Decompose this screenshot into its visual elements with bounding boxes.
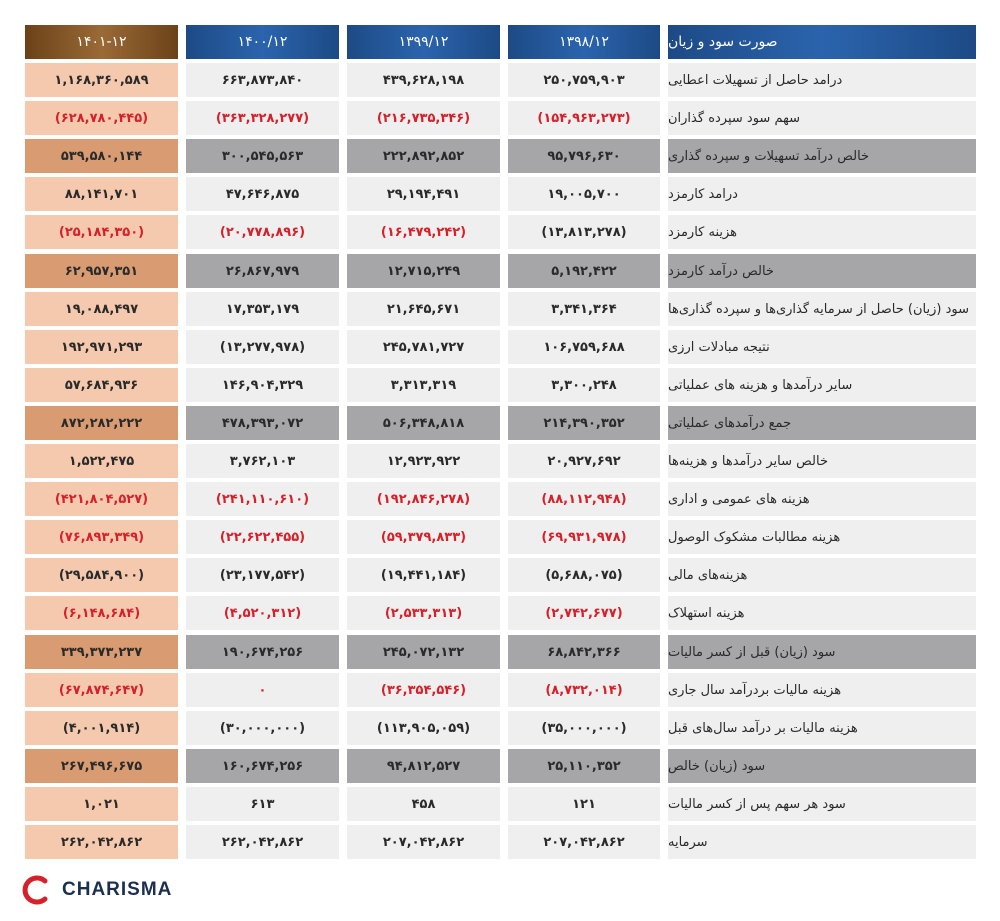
cell-1399: ۲۴۵,۰۷۲,۱۳۲ — [347, 635, 500, 669]
cell-1398: (۲,۷۴۲,۶۷۷) — [508, 596, 660, 630]
table-row — [0, 101, 1000, 135]
cell-1401: (۶۷,۸۷۴,۶۴۷) — [25, 673, 178, 707]
row-label: خالص سایر درآمدها و هزینه‌ها — [668, 444, 976, 478]
cell-1400: (۴,۵۲۰,۳۱۲) — [186, 596, 339, 630]
cell-1400: ۳۰۰,۵۴۵,۵۶۳ — [186, 139, 339, 173]
cell-1399: (۵۹,۳۷۹,۸۳۳) — [347, 520, 500, 554]
row-label: هزینه‌های مالی — [668, 558, 976, 592]
cell-1398: (۳۵,۰۰۰,۰۰۰) — [508, 711, 660, 745]
logo-text: CHARISMA — [62, 879, 173, 900]
cell-1400: ۱۶۰,۶۷۴,۲۵۶ — [186, 749, 339, 783]
cell-1401: (۴,۰۰۱,۹۱۴) — [25, 711, 178, 745]
table-row — [0, 292, 1000, 326]
table-row — [0, 139, 1000, 173]
table-row — [0, 558, 1000, 592]
cell-1398: (۸۸,۱۱۲,۹۴۸) — [508, 482, 660, 516]
table-row — [0, 825, 1000, 859]
cell-1400: (۲۰,۷۷۸,۸۹۶) — [186, 215, 339, 249]
cell-1401: ۱,۵۲۲,۴۷۵ — [25, 444, 178, 478]
cell-1401: ۱,۰۲۱ — [25, 787, 178, 821]
row-label: سود (زیان) قبل از کسر مالیات — [668, 635, 976, 669]
cell-1401: (۴۲۱,۸۰۴,۵۲۷) — [25, 482, 178, 516]
cell-1398: ۱۹,۰۰۵,۷۰۰ — [508, 177, 660, 211]
row-label: خالص درآمد تسهیلات و سپرده گذاری — [668, 139, 976, 173]
cell-1399: ۲۱,۶۴۵,۶۷۱ — [347, 292, 500, 326]
cell-1401: (۶۲۸,۷۸۰,۴۴۵) — [25, 101, 178, 135]
table-row — [0, 749, 1000, 783]
cell-1400: ۱۴۶,۹۰۴,۳۲۹ — [186, 368, 339, 402]
cell-1398: (۱۳,۸۱۳,۲۷۸) — [508, 215, 660, 249]
cell-1398: ۲۰۷,۰۴۲,۸۶۲ — [508, 825, 660, 859]
cell-1401: ۸۷۲,۲۸۲,۲۲۲ — [25, 406, 178, 440]
cell-1400: ۲۶۲,۰۴۲,۸۶۲ — [186, 825, 339, 859]
cell-1401: ۶۲,۹۵۷,۳۵۱ — [25, 254, 178, 288]
cell-1400: ۴۷,۶۴۶,۸۷۵ — [186, 177, 339, 211]
cell-1399: (۱۹,۴۴۱,۱۸۴) — [347, 558, 500, 592]
table-row — [0, 635, 1000, 669]
cell-1399: ۱۲,۷۱۵,۲۴۹ — [347, 254, 500, 288]
row-label: جمع درآمدهای عملیاتی — [668, 406, 976, 440]
table-row — [0, 787, 1000, 821]
cell-1401: ۵۷,۶۸۴,۹۳۶ — [25, 368, 178, 402]
table-row — [0, 444, 1000, 478]
cell-1400: ۱۹۰,۶۷۴,۲۵۶ — [186, 635, 339, 669]
cell-1399: ۵۰۶,۳۴۸,۸۱۸ — [347, 406, 500, 440]
cell-1398: (۶۹,۹۳۱,۹۷۸) — [508, 520, 660, 554]
row-label: نتیجه مبادلات ارزی — [668, 330, 976, 364]
row-label: هزینه استهلاک — [668, 596, 976, 630]
row-label: سود هر سهم پس از کسر مالیات — [668, 787, 976, 821]
row-label: خالص درآمد کارمزد — [668, 254, 976, 288]
cell-1399: (۲۱۶,۷۳۵,۳۴۶) — [347, 101, 500, 135]
cell-1398: ۳,۳۰۰,۲۴۸ — [508, 368, 660, 402]
cell-1399: (۱۶,۴۷۹,۲۴۲) — [347, 215, 500, 249]
cell-1400: (۲۴۱,۱۱۰,۶۱۰) — [186, 482, 339, 516]
header-col-1400: ۱۴۰۰/۱۲ — [186, 25, 339, 59]
cell-1398: ۳,۳۴۱,۳۶۴ — [508, 292, 660, 326]
table-header-row — [0, 25, 1000, 59]
cell-1399: ۲۰۷,۰۴۲,۸۶۲ — [347, 825, 500, 859]
table-row — [0, 254, 1000, 288]
cell-1400: ۶۱۳ — [186, 787, 339, 821]
cell-1398: ۲۰,۹۲۷,۶۹۲ — [508, 444, 660, 478]
cell-1399: ۴۳۹,۶۲۸,۱۹۸ — [347, 63, 500, 97]
cell-1398: ۲۵۰,۷۵۹,۹۰۳ — [508, 63, 660, 97]
charisma-logo-icon — [22, 875, 52, 905]
cell-1399: ۲۲۲,۸۹۲,۸۵۲ — [347, 139, 500, 173]
cell-1398: (۱۵۴,۹۶۳,۲۷۳) — [508, 101, 660, 135]
cell-1399: (۱۹۲,۸۴۶,۲۷۸) — [347, 482, 500, 516]
cell-1399: ۲۴۵,۷۸۱,۷۲۷ — [347, 330, 500, 364]
cell-1398: ۲۱۴,۳۹۰,۳۵۲ — [508, 406, 660, 440]
row-label: هزینه مطالبات مشکوک الوصول — [668, 520, 976, 554]
cell-1401: ۲۶۷,۴۹۶,۶۷۵ — [25, 749, 178, 783]
cell-1401: ۱۹۲,۹۷۱,۲۹۳ — [25, 330, 178, 364]
cell-1401: (۷۶,۸۹۳,۳۴۹) — [25, 520, 178, 554]
cell-1401: ۸۸,۱۴۱,۷۰۱ — [25, 177, 178, 211]
table-row — [0, 215, 1000, 249]
cell-1400: (۳۶۳,۳۲۸,۲۷۷) — [186, 101, 339, 135]
cell-1401: (۶,۱۴۸,۶۸۴) — [25, 596, 178, 630]
cell-1401: ۱,۱۶۸,۳۶۰,۵۸۹ — [25, 63, 178, 97]
cell-1401: ۲۶۲,۰۴۲,۸۶۲ — [25, 825, 178, 859]
row-label: سایر درآمدها و هزینه های عملیاتی — [668, 368, 976, 402]
table-row — [0, 673, 1000, 707]
cell-1400: ۶۶۳,۸۷۳,۸۴۰ — [186, 63, 339, 97]
cell-1400: (۲۳,۱۷۷,۵۴۲) — [186, 558, 339, 592]
cell-1401: (۲۵,۱۸۴,۳۵۰) — [25, 215, 178, 249]
cell-1398: (۵,۶۸۸,۰۷۵) — [508, 558, 660, 592]
cell-1400: ۳,۷۶۲,۱۰۳ — [186, 444, 339, 478]
cell-1398: ۱۲۱ — [508, 787, 660, 821]
row-label: هزینه کارمزد — [668, 215, 976, 249]
cell-1398: ۹۵,۷۹۶,۶۳۰ — [508, 139, 660, 173]
cell-1399: ۴۵۸ — [347, 787, 500, 821]
table-row — [0, 711, 1000, 745]
header-col-1401: ۱۴۰۱-۱۲ — [25, 25, 178, 59]
cell-1398: ۶۸,۸۴۲,۳۶۶ — [508, 635, 660, 669]
table-row — [0, 406, 1000, 440]
cell-1399: ۹۴,۸۱۲,۵۲۷ — [347, 749, 500, 783]
header-label: صورت سود و زیان — [668, 25, 976, 59]
cell-1400: (۱۳,۲۷۷,۹۷۸) — [186, 330, 339, 364]
row-label: هزینه های عمومی و اداری — [668, 482, 976, 516]
cell-1400: (۲۲,۶۲۲,۴۵۵) — [186, 520, 339, 554]
charisma-logo — [22, 874, 172, 906]
row-label: هزینه مالیات بردرآمد سال جاری — [668, 673, 976, 707]
row-label: سود (زیان) خالص — [668, 749, 976, 783]
cell-1399: ۲۹,۱۹۴,۴۹۱ — [347, 177, 500, 211]
row-label: سود (زیان) حاصل از سرمایه گذاری‌ها و سپرده گذاری‌ها — [668, 292, 976, 326]
cell-1398: ۵,۱۹۲,۴۲۲ — [508, 254, 660, 288]
row-label: سرمایه — [668, 825, 976, 859]
cell-1401: ۳۳۹,۳۷۳,۲۳۷ — [25, 635, 178, 669]
cell-1400: ۰ — [186, 673, 339, 707]
table-row — [0, 177, 1000, 211]
table-row — [0, 63, 1000, 97]
cell-1401: ۱۹,۰۸۸,۴۹۷ — [25, 292, 178, 326]
cell-1400: ۲۶,۸۶۷,۹۷۹ — [186, 254, 339, 288]
row-label: هزینه مالیات بر درآمد سال‌های قبل — [668, 711, 976, 745]
cell-1398: (۸,۷۳۲,۰۱۴) — [508, 673, 660, 707]
header-col-1398: ۱۳۹۸/۱۲ — [508, 25, 660, 59]
cell-1399: ۱۲,۹۲۳,۹۲۲ — [347, 444, 500, 478]
cell-1400: (۳۰,۰۰۰,۰۰۰) — [186, 711, 339, 745]
header-col-1399: ۱۳۹۹/۱۲ — [347, 25, 500, 59]
cell-1398: ۱۰۶,۷۵۹,۶۸۸ — [508, 330, 660, 364]
cell-1401: (۲۹,۵۸۴,۹۰۰) — [25, 558, 178, 592]
cell-1400: ۱۷,۳۵۳,۱۷۹ — [186, 292, 339, 326]
cell-1400: ۴۷۸,۳۹۳,۰۷۲ — [186, 406, 339, 440]
row-label: درامد کارمزد — [668, 177, 976, 211]
row-label: درامد حاصل از تسهیلات اعطایی — [668, 63, 976, 97]
cell-1399: (۳۶,۳۵۴,۵۴۶) — [347, 673, 500, 707]
row-label: سهم سود سپرده گذاران — [668, 101, 976, 135]
table-row — [0, 520, 1000, 554]
cell-1401: ۵۳۹,۵۸۰,۱۴۴ — [25, 139, 178, 173]
cell-1399: (۱۱۳,۹۰۵,۰۵۹) — [347, 711, 500, 745]
cell-1399: (۲,۵۳۳,۳۱۳) — [347, 596, 500, 630]
cell-1398: ۲۵,۱۱۰,۳۵۲ — [508, 749, 660, 783]
cell-1399: ۳,۳۱۳,۳۱۹ — [347, 368, 500, 402]
table-row — [0, 368, 1000, 402]
table-row — [0, 330, 1000, 364]
table-row — [0, 596, 1000, 630]
table-row — [0, 482, 1000, 516]
